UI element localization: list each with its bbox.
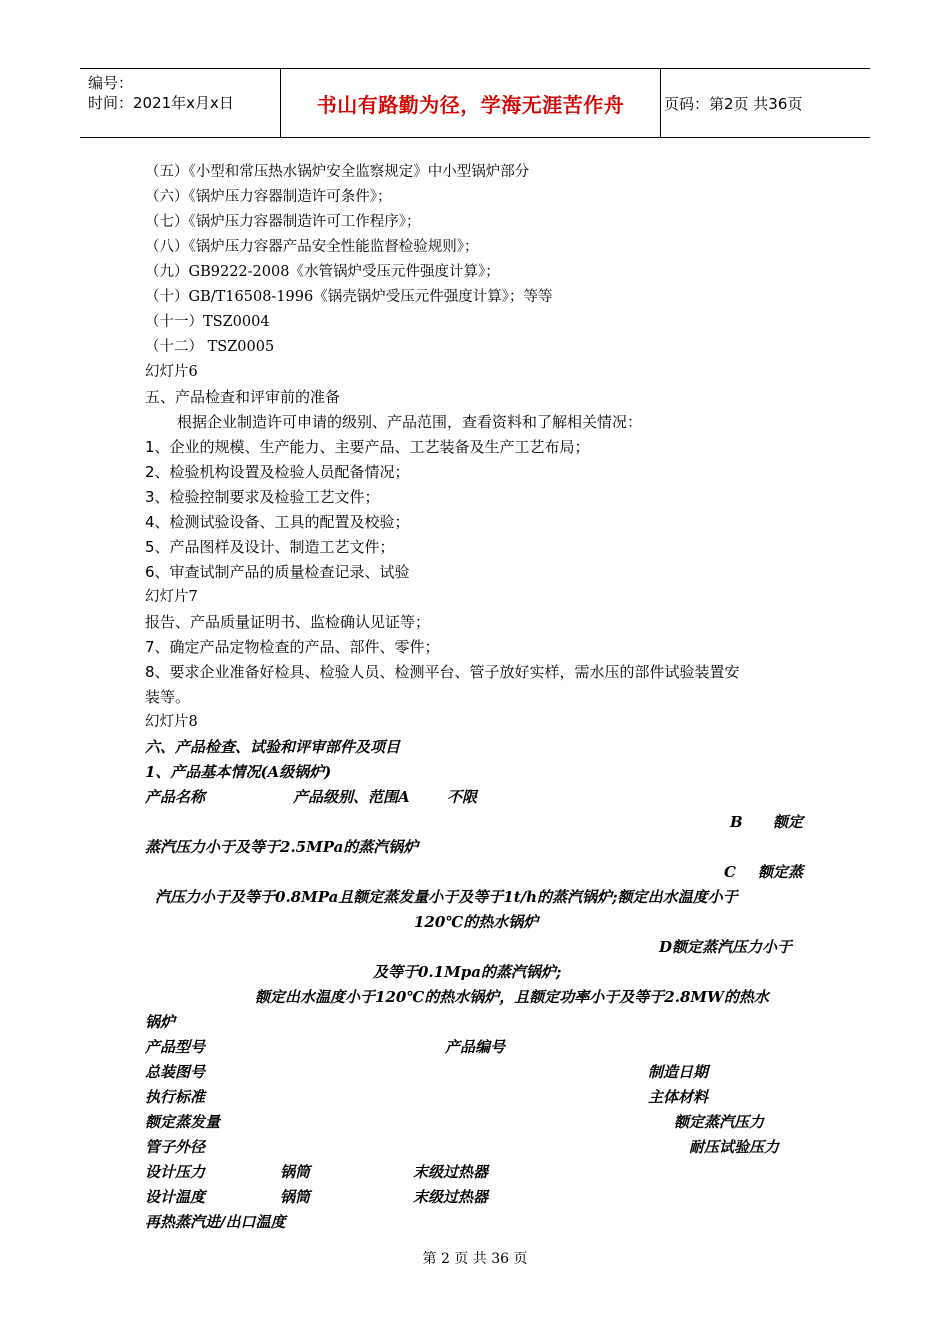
list-item: （十二） TSZ0005 <box>145 339 275 355</box>
section-title: 五、产品检查和评审前的准备 <box>145 388 341 406</box>
time-label: 时间：2021年x月x日 <box>88 94 234 112</box>
level-text: 额定出水温度小于120℃的热水锅炉，且额定功率小于及等于2.8MW的热水 <box>255 988 769 1006</box>
list-item: 4、检测试验设备、工具的配置及校验； <box>145 513 410 531</box>
list-item: 1、企业的规模、生产能力、主要产品、工艺装备及生产工艺布局； <box>145 438 590 456</box>
slide-marker: 幻灯片7 <box>145 589 198 605</box>
field-label: 锅筒 <box>280 1163 311 1181</box>
list-item: （六）《锅炉压力容器制造许可条件》； <box>145 189 392 205</box>
field-label: 末级过热器 <box>413 1163 489 1181</box>
level-label: C <box>724 863 736 881</box>
field-label: 额定蒸汽压力 <box>674 1113 765 1131</box>
list-item: （八）《锅炉压力容器产品安全性能监督检验规则》； <box>145 239 479 255</box>
field-label: 设计温度 <box>145 1188 206 1206</box>
subsection-title: 1、产品基本情况(A级锅炉) <box>145 763 332 781</box>
field-label: 产品名称 <box>145 788 206 806</box>
level-text: 锅炉 <box>145 1013 176 1031</box>
list-item: 8、要求企业准备好检具、检验人员、检测平台、管子放好实样，需水压的部件试验装置安 <box>145 663 740 681</box>
field-label: 产品型号 <box>145 1038 206 1056</box>
level-text: 蒸汽压力小于及等于2.5MPa的蒸汽锅炉 <box>145 838 419 856</box>
field-label: 管子外径 <box>145 1138 206 1156</box>
level-text: D额定蒸汽压力小于 <box>659 938 793 956</box>
field-label: 耐压试验压力 <box>689 1138 780 1156</box>
level-text: 及等于0.1Mpa的蒸汽锅炉; <box>373 963 562 981</box>
field-label: 额定蒸发量 <box>145 1113 221 1131</box>
paragraph: 报告、产品质量证明书、监检确认见证等； <box>145 613 431 631</box>
level-text: 额定 <box>773 813 804 831</box>
slide-marker: 幻灯片6 <box>145 364 198 380</box>
field-label: 执行标准 <box>145 1088 206 1106</box>
slide-marker: 幻灯片8 <box>145 714 198 730</box>
paragraph: 根据企业制造许可申请的级别、产品范围，查看资料和了解相关情况： <box>177 413 643 431</box>
field-label: 产品编号 <box>445 1038 506 1056</box>
list-item-continued: 装等。 <box>145 688 191 706</box>
section-title: 六、产品检查、试验和评审部件及项目 <box>145 738 401 756</box>
field-label: 锅筒 <box>280 1188 311 1206</box>
level-label: B <box>730 813 743 831</box>
field-label: 总装图号 <box>145 1063 206 1081</box>
field-label: 主体材料 <box>648 1088 709 1106</box>
number-label: 编号： <box>88 74 134 92</box>
list-item: （十一）TSZ0004 <box>145 314 270 330</box>
field-label: 设计压力 <box>145 1163 206 1181</box>
field-label: 制造日期 <box>648 1063 709 1081</box>
field-label: 再热蒸汽进/出口温度 <box>145 1213 286 1231</box>
field-label: 末级过热器 <box>413 1188 489 1206</box>
list-item: 3、检验控制要求及检验工艺文件； <box>145 488 380 506</box>
list-item: （五）《小型和常压热水锅炉安全监察规定》中小型锅炉部分 <box>145 164 530 180</box>
page-footer: 第 2 页 共 36 页 <box>422 1251 528 1267</box>
list-item: 6、审查试制产品的质量检查记录、试验 <box>145 563 410 581</box>
list-item: 5、产品图样及设计、制造工艺文件； <box>145 538 395 556</box>
level-text: 120℃的热水锅炉 <box>414 913 539 931</box>
list-item: （十）GB/T16508-1996《锅壳锅炉受压元件强度计算》；等等 <box>145 289 553 305</box>
list-item: 2、检验机构设置及检验人员配备情况； <box>145 463 410 481</box>
list-item: （九）GB9222-2008《水管锅炉受压元件强度计算》； <box>145 264 500 280</box>
list-item: （七）《锅炉压力容器制造许可工作程序》； <box>145 214 421 230</box>
field-label: 产品级别、范围A <box>293 788 410 806</box>
field-value: 不限 <box>447 788 478 806</box>
header-page-info: 页码：第2页 共36页 <box>664 94 803 113</box>
level-text: 额定蒸 <box>758 863 804 881</box>
list-item: 7、确定产品定物检查的产品、部件、零件； <box>145 638 440 656</box>
header-motto: 书山有路勤为径，学海无涯苦作舟 <box>316 92 625 117</box>
level-text: 汽压力小于及等于0.8MPa且额定蒸发量小于及等于1t/h的蒸汽锅炉;额定出水温度小于 <box>155 888 738 906</box>
